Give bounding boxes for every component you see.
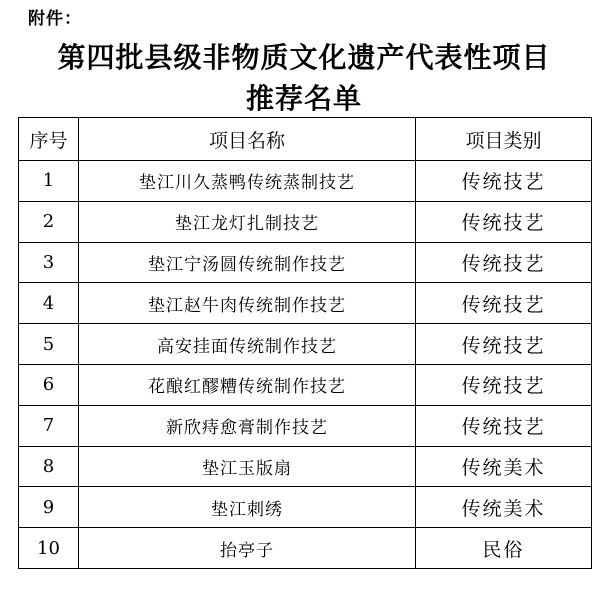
header-project-name: 项目名称 xyxy=(79,118,416,161)
project-name-cell: 花酿红醪糟传统制作技艺 xyxy=(79,364,416,405)
serial-number-cell: 10 xyxy=(19,528,79,569)
table-row xyxy=(19,364,592,405)
table-row xyxy=(19,324,592,365)
project-category-cell: 传统技艺 xyxy=(416,201,592,242)
project-category-cell: 传统美术 xyxy=(416,487,592,528)
table-header-row xyxy=(19,118,592,161)
project-category-cell: 民俗 xyxy=(416,528,592,569)
table-row xyxy=(19,242,592,283)
project-category-cell: 传统技艺 xyxy=(416,283,592,324)
document-title-line-1: 第四批县级非物质文化遗产代表性项目 xyxy=(57,41,551,74)
serial-number-cell: 3 xyxy=(19,242,79,283)
project-name-cell: 抬亭子 xyxy=(79,528,416,569)
project-name-cell: 新欣痔愈膏制作技艺 xyxy=(79,405,416,446)
serial-number-cell: 7 xyxy=(19,405,79,446)
table-row xyxy=(19,201,592,242)
serial-number-cell: 6 xyxy=(19,364,79,405)
table-row xyxy=(19,528,592,569)
project-name-cell: 垫江刺绣 xyxy=(79,487,416,528)
project-category-cell: 传统技艺 xyxy=(416,242,592,283)
table-row xyxy=(19,446,592,487)
serial-number-cell: 5 xyxy=(19,324,79,365)
project-category-cell: 传统技艺 xyxy=(416,324,592,365)
table-row xyxy=(19,405,592,446)
project-name-cell: 垫江川久蒸鸭传统蒸制技艺 xyxy=(79,161,416,202)
project-category-cell: 传统美术 xyxy=(416,446,592,487)
project-name-cell: 垫江宁汤圆传统制作技艺 xyxy=(79,242,416,283)
document-title-line-2: 推荐名单 xyxy=(245,82,362,115)
project-name-cell: 高安挂面传统制作技艺 xyxy=(79,324,416,365)
table-row xyxy=(19,161,592,202)
serial-number-cell: 1 xyxy=(19,161,79,202)
project-name-cell: 垫江龙灯扎制技艺 xyxy=(79,201,416,242)
project-category-cell: 传统技艺 xyxy=(416,364,592,405)
attachment-label: 附件： xyxy=(28,9,82,29)
table-row xyxy=(19,487,592,528)
header-project-category: 项目类别 xyxy=(416,118,592,161)
serial-number-cell: 9 xyxy=(19,487,79,528)
serial-number-cell: 2 xyxy=(19,201,79,242)
table-row xyxy=(19,283,592,324)
header-serial-number: 序号 xyxy=(19,118,79,161)
serial-number-cell: 4 xyxy=(19,283,79,324)
project-category-cell: 传统技艺 xyxy=(416,161,592,202)
project-table xyxy=(18,117,592,569)
project-category-cell: 传统技艺 xyxy=(416,405,592,446)
serial-number-cell: 8 xyxy=(19,446,79,487)
project-name-cell: 垫江玉版扇 xyxy=(79,446,416,487)
project-name-cell: 垫江赵牛肉传统制作技艺 xyxy=(79,283,416,324)
